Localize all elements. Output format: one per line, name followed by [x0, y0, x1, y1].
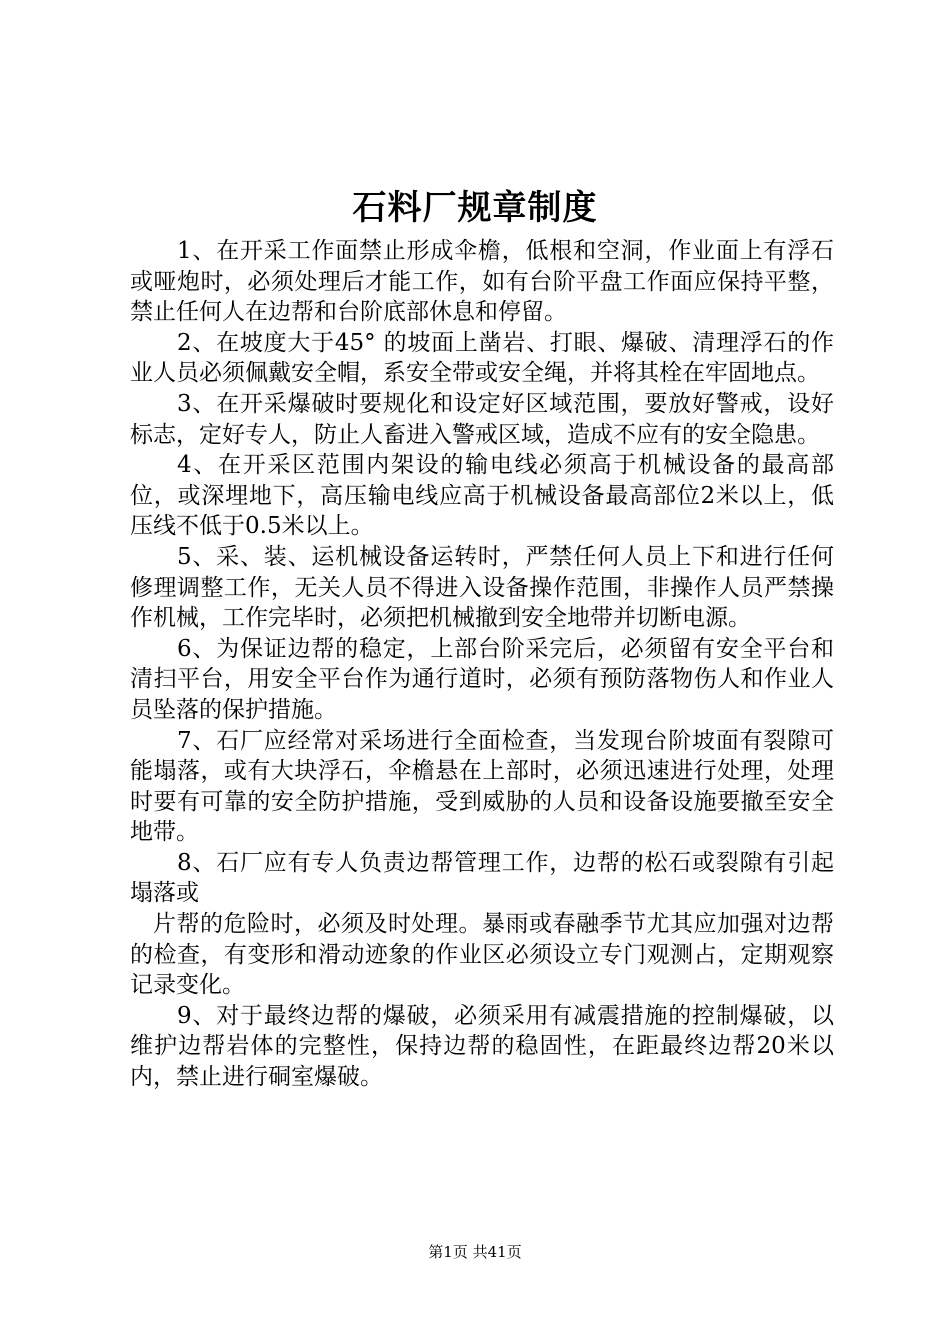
document-title: 石料厂规章制度 — [352, 188, 598, 228]
paragraph-5: 5、采、装、运机械设备运转时，严禁任何人员上下和进行任何修理调整工作，无关人员不得进入设备操作范围，非操作人员严禁操作机械，工作完毕时，必须把机械撤到安全地带并切断电源。 — [130, 543, 834, 632]
paragraph-1: 1、在开采工作面禁止形成伞檐，低根和空洞，作业面上有浮石或哑炮时，必须处理后才能工作，如有台阶平盘工作面应保持平整，禁止任何人在边帮和台阶底部休息和停留。 — [130, 238, 834, 326]
page-footer: 第1页 共41页 — [428, 1243, 522, 1261]
document-body — [130, 236, 834, 1093]
paragraph-2: 2、在坡度大于45° 的坡面上凿岩、打眼、爆破、清理浮石的作业人员必须佩戴安全帽，系安全带或安全绳，并将其栓在牢固地点。 — [130, 329, 834, 387]
paragraph-6: 6、为保证边帮的稳定，上部台阶采完后，必须留有安全平台和清扫平台，用安全平台作为通行道时，必须有预防落物伤人和作业人员坠落的保护措施。 — [130, 635, 834, 723]
paragraph-4: 4、在开采区范围内架设的输电线必须高于机械设备的最高部位，或深埋地下，高压输电线应高于机械设备最高部位2米以上，低压线不低于0.5米以上。 — [130, 452, 834, 540]
paragraph-9: 9、对于最终边帮的爆破，必须采用有减震措施的控制爆破，以维护边帮岩体的完整性，保持边帮的稳固性，在距最终边帮20米以内，禁止进行硐室爆破。 — [130, 1002, 834, 1091]
paragraph-7: 7、石厂应经常对采场进行全面检查，当发现台阶坡面有裂隙可能塌落，或有大块浮石，伞檐悬在上部时，必须迅速进行处理，处理时要有可靠的安全防护措施，受到威胁的人员和设备设施要撤至安全地带。 — [130, 727, 834, 846]
paragraph-3: 3、在开采爆破时要规化和设定好区域范围，要放好警戒，设好标志，定好专人，防止人畜进入警戒区域，造成不应有的安全隐患。 — [130, 390, 834, 448]
paragraph-8-continued: 片帮的危险时，必须及时处理。暴雨或春融季节尤其应加强对边帮的检查，有变形和滑动迹象的作业区必须设立专门观测占，定期观察记录变化。 — [130, 911, 834, 999]
paragraph-8: 8、石厂应有专人负责边帮管理工作，边帮的松石或裂隙有引起塌落或 — [130, 849, 834, 907]
